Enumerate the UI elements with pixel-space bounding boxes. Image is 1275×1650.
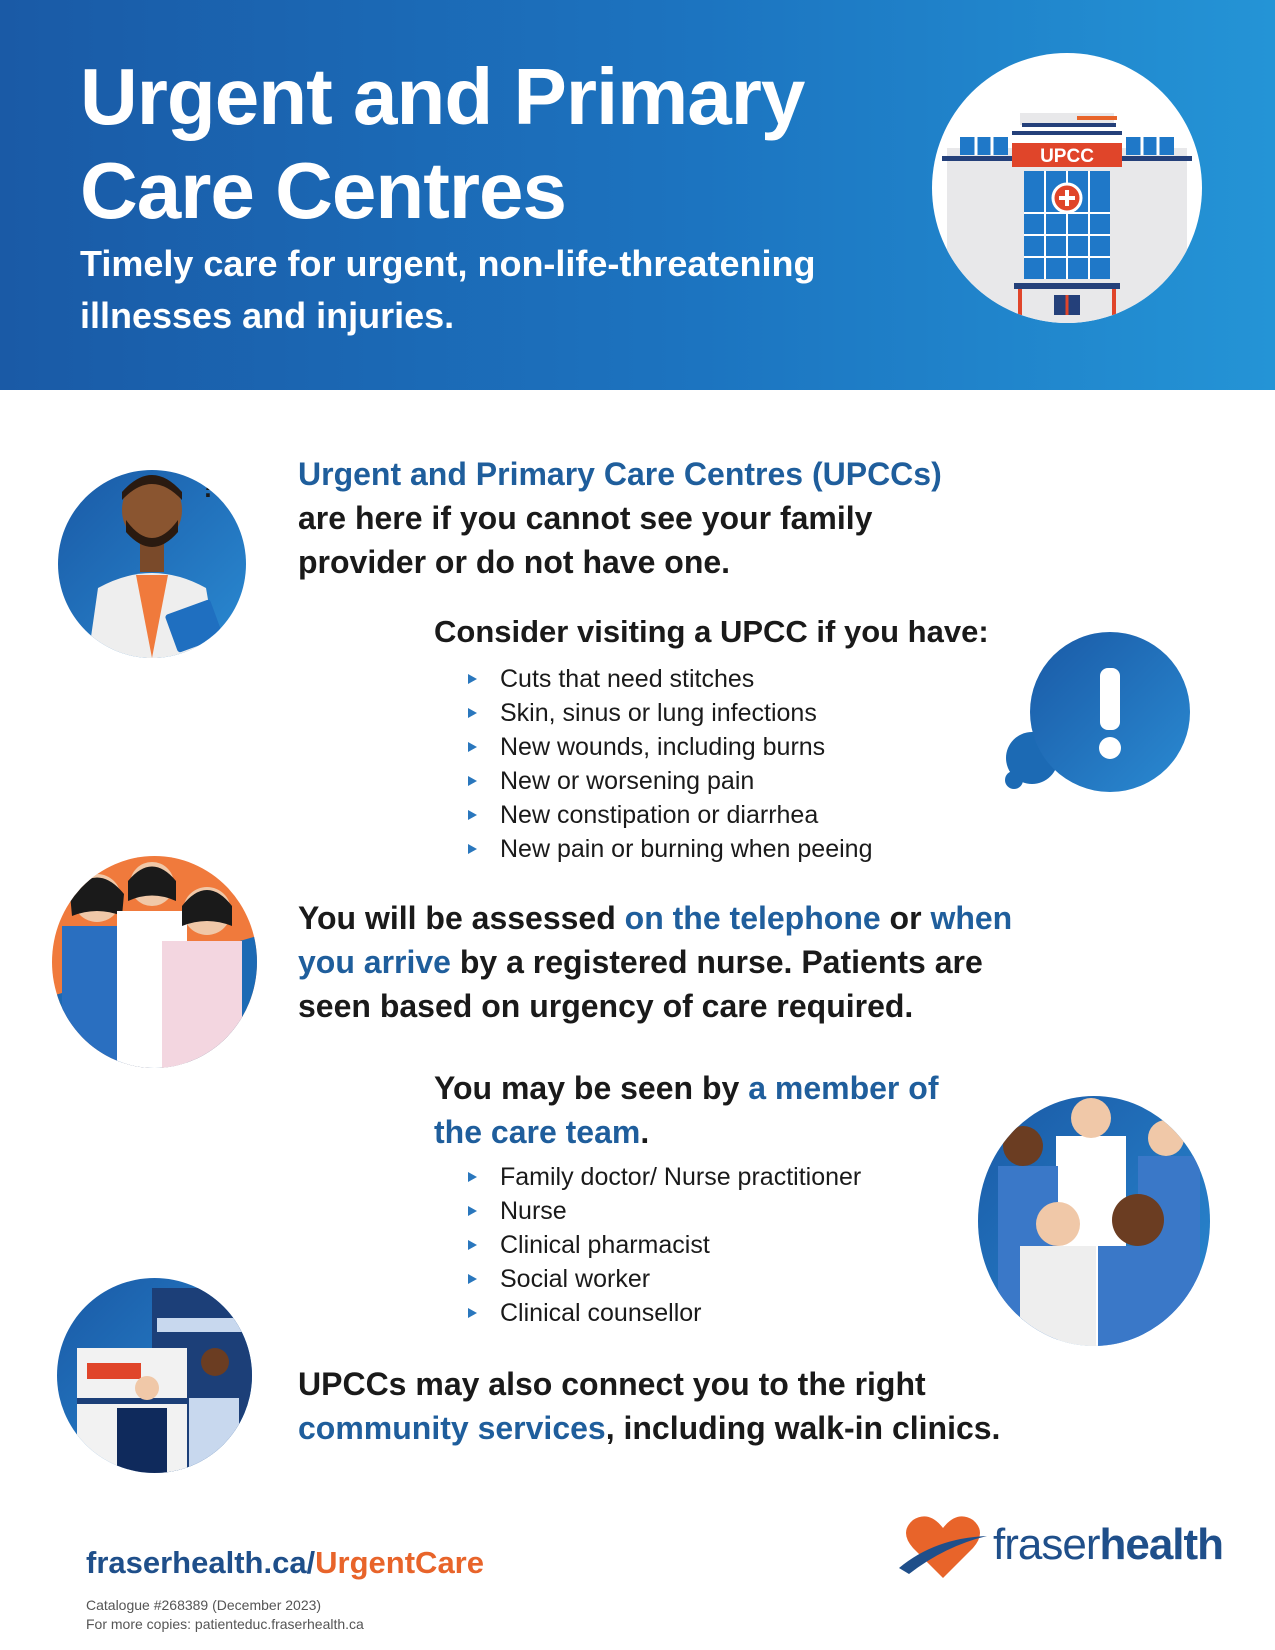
care-team-text [434,1066,974,1154]
assessment-part-3: by a registered nurse. Patients are seen based on urgency of care required. [298,944,983,1024]
thinking-provider-illustration [58,470,246,658]
community-part-2: , including walk-in clinics. [605,1410,1001,1446]
upcc-building-illustration [932,53,1202,323]
header-banner [0,0,1275,390]
care-team-part-2: . [640,1114,650,1150]
list-item: Family doctor/ Nurse practitioner [468,1160,861,1194]
list-item: New pain or burning when peeing [468,832,872,866]
care-team-highlight: a member of the care team [434,1070,939,1150]
title-line-2: Care Centres [80,146,567,235]
question-mark-icon: ? [198,470,220,506]
footer-url-main: fraserhealth.ca/ [86,1545,316,1580]
intro-text [298,452,998,584]
logo-wordmark [993,1520,1223,1570]
intro-rest: are here if you cannot see your family provider or do not have one. [298,500,873,580]
assessment-part-1: You will be assessed [298,900,625,936]
fraser-health-logo [895,1508,1224,1588]
intro-highlight: Urgent and Primary Care Centres (UPCCs) [298,456,942,492]
catalogue-number: Catalogue #268389 (December 2023) [86,1597,322,1613]
list-item: Clinical counsellor [468,1296,861,1330]
list-item: Cuts that need stitches [468,662,872,696]
nurses-group-icon [52,856,257,1068]
building-sign-text: UPCC [1040,146,1094,167]
list-item: Social worker [468,1262,861,1296]
care-team-part-1: You may be seen by [434,1070,749,1106]
page-subtitle: Timely care for urgent, non-life-threatening illnesses and injuries. [80,243,816,336]
logo-part-1: fraser [993,1520,1100,1569]
footer-url-link[interactable] [86,1545,484,1581]
nurse-phone-illustration [52,856,257,1068]
community-highlight: community services [298,1410,606,1446]
footer-url-highlight: UrgentCare [315,1545,484,1580]
list-item: New constipation or diarrhea [468,798,872,832]
care-team-list [468,1160,861,1330]
list-item: Nurse [468,1194,861,1228]
logo-part-2: health [1099,1520,1224,1569]
assessment-text [298,896,1028,1028]
assessment-part-2: or [880,900,931,936]
list-item: New or worsening pain [468,764,872,798]
page-title [80,50,900,238]
assessment-highlight-telephone: on the telephone [624,900,881,936]
heart-swoosh-icon [895,1508,991,1588]
list-item: Clinical pharmacist [468,1228,861,1262]
clinic-building-icon [57,1278,252,1473]
consider-list [468,662,872,866]
community-services-illustration [57,1278,252,1473]
more-copies-text: For more copies: patienteduc.fraserhealth.ca [86,1616,364,1632]
list-item: Skin, sinus or lung infections [468,696,872,730]
community-text [298,1362,1058,1450]
community-part-1: UPCCs may also connect you to the right [298,1366,926,1402]
care-team-group-icon [978,1096,1210,1346]
assessment-highlight-arrive: when you arrive [298,900,1013,980]
care-team-illustration [978,1096,1210,1346]
title-line-1: Urgent and Primary [80,52,805,141]
building-icon [932,53,1202,323]
exclamation-bubble-icon [1000,630,1200,800]
consider-heading: Consider visiting a UPCC if you have: [434,614,989,649]
list-item: New wounds, including burns [468,730,872,764]
